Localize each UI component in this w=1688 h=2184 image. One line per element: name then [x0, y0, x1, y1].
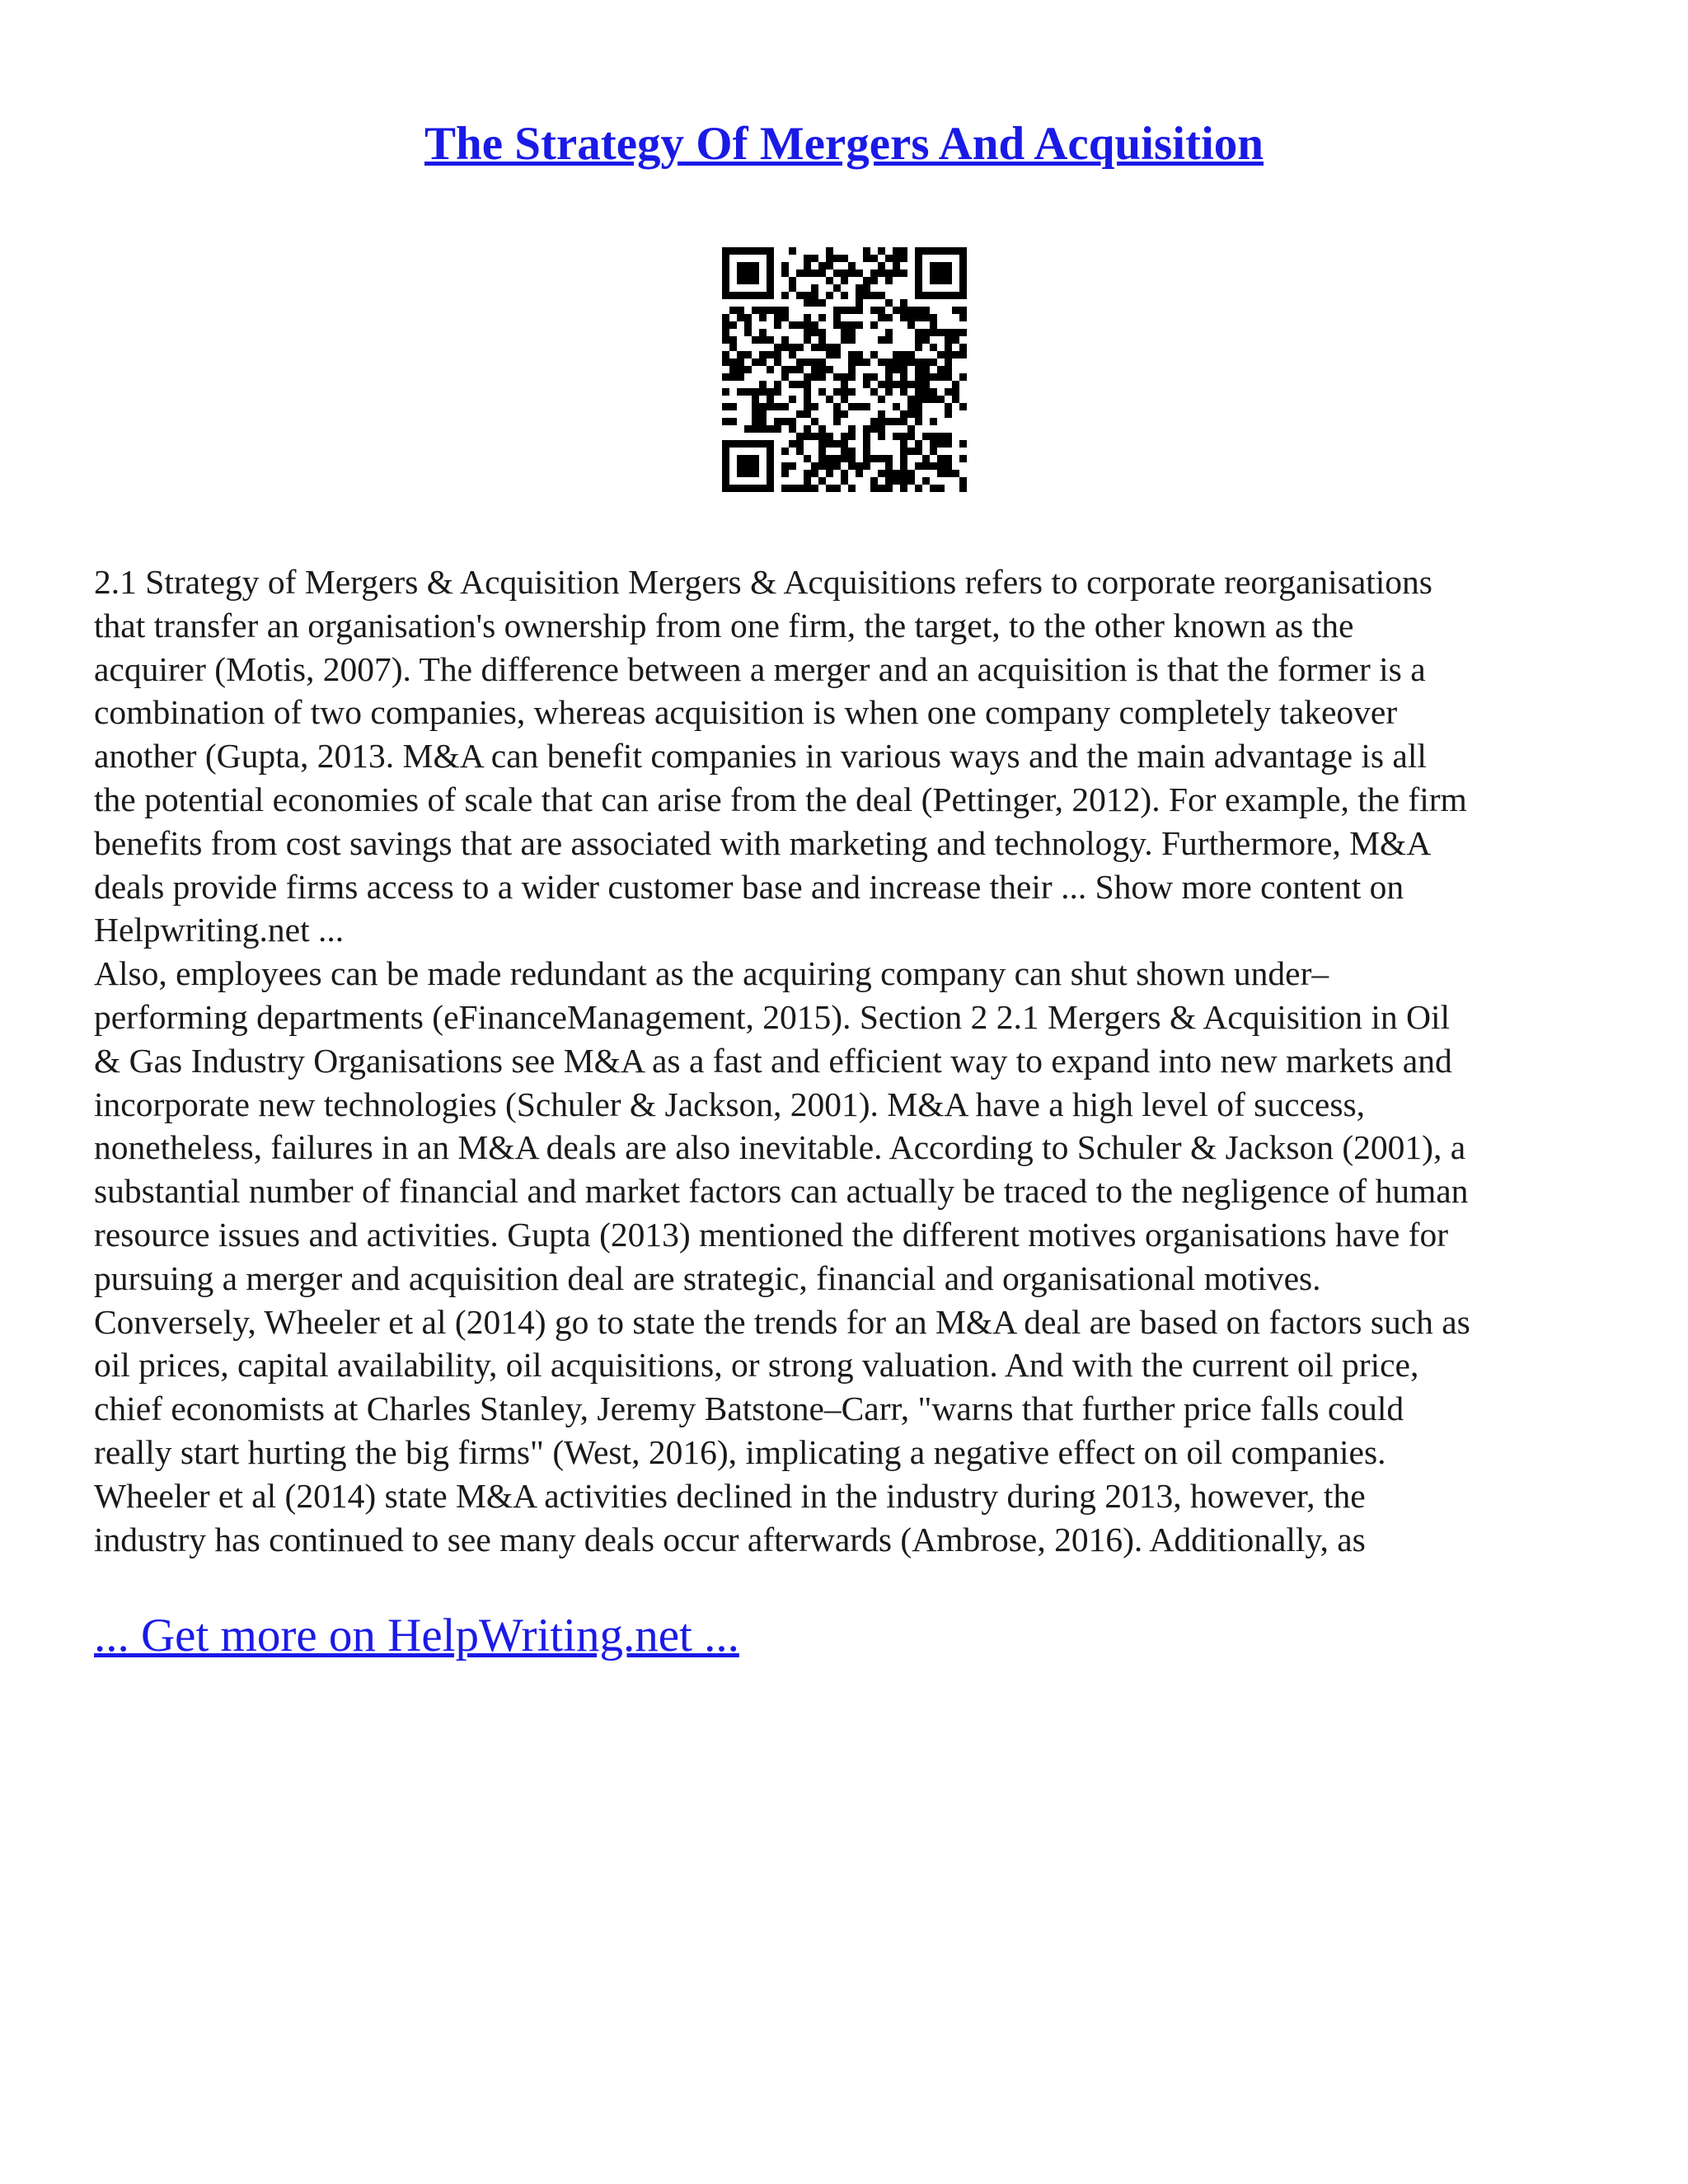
text-line: 2.1 Strategy of Mergers & Acquisition Mergers & Acquisitions refers to corporate reorganisations: [94, 563, 1432, 601]
text-line: nonetheless, failures in an M&A deals are also inevitable. According to Schuler & Jackson (2001), a: [94, 1128, 1466, 1167]
text-line: that transfer an organisation's ownership from one firm, the target, to the other known as the: [94, 606, 1354, 644]
text-line: industry has continued to see many deals occur afterwards (Ambrose, 2016). Additionally, as: [94, 1520, 1366, 1558]
text-line: chief economists at Charles Stanley, Jeremy Batstone–Carr, "warns that further price falls could: [94, 1390, 1404, 1428]
qr-code-icon: [722, 247, 967, 492]
text-line: performing departments (eFinanceManagement, 2015). Section 2 2.1 Mergers & Acquisition in Oil: [94, 997, 1451, 1036]
text-line: acquirer (Motis, 2007). The difference between a merger and an acquisition is that the former is a: [94, 649, 1426, 688]
text-line: really start hurting the big firms" (West, 2016), implicating a negative effect on oil companies.: [94, 1432, 1386, 1471]
text-line: the potential economies of scale that can arise from the deal (Pettinger, 2012). For example, the firm: [94, 780, 1467, 818]
text-line: combination of two companies, whereas acquisition is when one company completely takeover: [94, 693, 1398, 732]
get-more-link-container: [94, 1607, 739, 1665]
qr-code-graphic: [722, 247, 967, 492]
page-title: [0, 115, 1688, 173]
article-body: [94, 560, 1602, 1561]
text-line: Conversely, Wheeler et al (2014) go to state the trends for an M&A deal are based on factors such as: [94, 1302, 1470, 1341]
text-line: substantial number of financial and market factors can actually be traced to the negligence of human: [94, 1172, 1469, 1211]
text-line: pursuing a merger and acquisition deal are strategic, financial and organisational motives.: [94, 1258, 1321, 1297]
text-line: Also, employees can be made redundant as the acquiring company can shut shown under–: [94, 954, 1329, 993]
title-link[interactable]: The Strategy Of Mergers And Acquisition: [424, 118, 1264, 170]
text-line: another (Gupta, 2013. M&A can benefit companies in various ways and the main advantage is all: [94, 737, 1427, 776]
text-line: incorporate new technologies (Schuler & Jackson, 2001). M&A have a high level of success,: [94, 1085, 1366, 1123]
text-line: benefits from cost savings that are associated with marketing and technology. Furthermore, M&A: [94, 823, 1432, 862]
paragraph-2: [94, 952, 1602, 1561]
text-line: resource issues and activities. Gupta (2013) mentioned the different motives organisations have for: [94, 1215, 1449, 1254]
text-line: Wheeler et al (2014) state M&A activities declined in the industry during 2013, however, the: [94, 1476, 1366, 1515]
get-more-link[interactable]: ... Get more on HelpWriting.net ...: [94, 1610, 739, 1661]
text-line: & Gas Industry Organisations see M&A as a fast and efficient way to expand into new markets and: [94, 1041, 1452, 1080]
text-line: Helpwriting.net ...: [94, 911, 345, 949]
text-line: oil prices, capital availability, oil acquisitions, or strong valuation. And with the current oil price,: [94, 1346, 1419, 1385]
text-line: deals provide firms access to a wider customer base and increase their ... Show more content on: [94, 867, 1404, 906]
paragraph-1: [94, 560, 1602, 952]
